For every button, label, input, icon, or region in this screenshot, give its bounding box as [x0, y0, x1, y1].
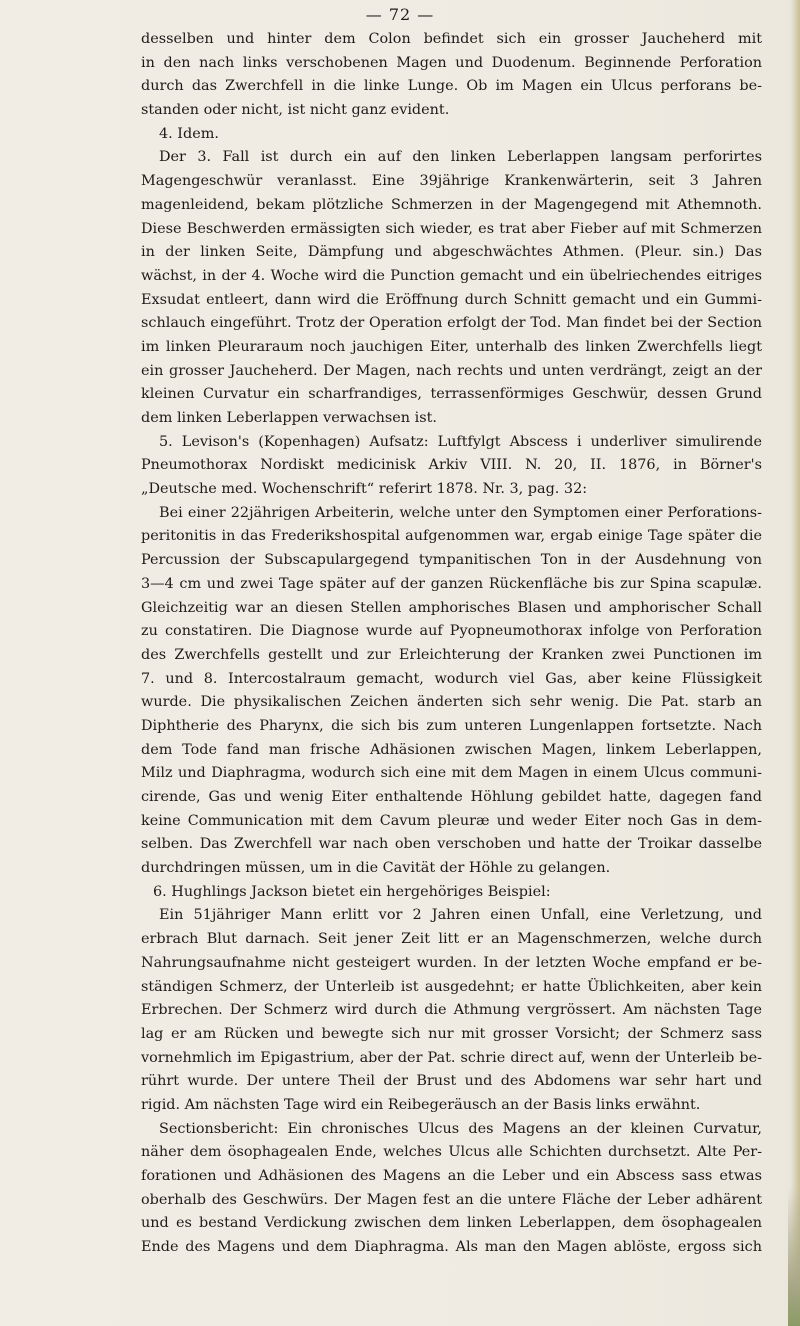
text-line: Percussion der Subscapulargegend tympanitischen Ton in der Ausdehnung von	[141, 552, 762, 569]
text-line: im linken Pleuraraum noch jauchigen Eiter, unterhalb des linken Zwerchfells liegt	[141, 338, 762, 355]
text-line: forationen und Adhäsionen des Magens an die Leber und ein Abscess sass etwas	[141, 1168, 762, 1184]
text-line: durch das Zwerchfell in die linke Lunge. Ob im Magen ein Ulcus perforans be-	[141, 78, 762, 95]
text-line: Milz und Diaphragma, wodurch sich eine mit dem Magen in einem Ulcus communi-	[141, 765, 762, 782]
text-line: rigid. Am nächsten Tage wird ein Reibegeräusch an der Basis links erwähnt.	[141, 1096, 701, 1113]
text-line: standen oder nicht, ist nicht ganz evident.	[141, 102, 450, 119]
text-line: Exsudat entleert, dann wird die Eröffnung durch Schnitt gemacht und ein Gummi-	[141, 291, 762, 308]
text-line: oberhalb des Geschwürs. Der Magen fest an die untere Fläche der Leber adhärent	[141, 1191, 762, 1208]
text-line: Diese Beschwerden ermässigten sich wieder, es trat aber Fieber auf mit Schmerzen	[141, 220, 762, 237]
text-line: in der linken Seite, Dämpfung und abgeschwächtes Athmen. (Pleur. sin.) Das	[141, 244, 762, 261]
text-line: ständigen Schmerz, der Unterleib ist ausgedehnt; er hatte Üblichkeiten, aber kein	[141, 978, 762, 995]
text-line: desselben und hinter dem Colon befindet sich ein grosser Jaucheherd mit	[141, 31, 762, 47]
page-spine-shadow	[790, 0, 800, 1326]
text-line: 4. Idem.	[159, 125, 219, 142]
text-line: kleinen Curvatur ein scharfrandiges, terrassenförmiges Geschwür, dessen Grund	[141, 386, 762, 403]
text-line: 5. Levison's (Kopenhagen) Aufsatz: Luftfylgt Abscess i underliver simulirende	[159, 433, 762, 450]
text-line: Magengeschwür veranlasst. Eine 39jährige Krankenwärterin, seit 3 Jahren	[141, 173, 762, 190]
text-line: keine Communication mit dem Cavum pleuræ und weder Eiter noch Gas in dem-	[141, 812, 762, 829]
text-line: durchdringen müssen, um in die Cavität der Höhle zu gelangen.	[141, 860, 611, 877]
text-line: des Zwerchfells gestellt und zur Erleichterung der Kranken zwei Punctionen im	[141, 646, 762, 663]
text-line: schlauch eingeführt. Trotz der Operation erfolgt der Tod. Man findet bei der Section	[141, 315, 762, 332]
text-line: lag er am Rücken und bewegte sich nur mit grosser Vorsicht; der Schmerz sass	[141, 1025, 762, 1042]
text-line: wurde. Die physikalischen Zeichen änderten sich sehr wenig. Die Pat. starb an	[141, 694, 762, 711]
page-number: — 72 —	[365, 5, 435, 24]
text-line: wächst, in der 4. Woche wird die Punction gemacht und ein übelriechendes eitriges	[141, 267, 762, 284]
text-line: vornehmlich im Epigastrium, aber der Pat. schrie direct auf, wenn der Unterleib be-	[141, 1049, 762, 1066]
text-line: peritonitis in das Frederikshospital aufgenommen war, ergab einige Tage später die	[141, 528, 762, 545]
text-line: Pneumothorax Nordiskt medicinisk Arkiv VIII. N. 20, II. 1876, in Börner's	[141, 457, 762, 474]
text-line: Erbrechen. Der Schmerz wird durch die Athmung vergrössert. Am nächsten Tage	[141, 1002, 762, 1019]
text-line: dem linken Leberlappen verwachsen ist.	[141, 410, 437, 426]
text-line: Ein 51jähriger Mann erlitt vor 2 Jahren einen Unfall, eine Verletzung, und	[159, 907, 762, 924]
text-line: näher dem ösophagealen Ende, welches Ulcus alle Schichten durchsetzt. Alte Per-	[141, 1144, 762, 1161]
text-line: rührt wurde. Der untere Theil der Brust und des Abdomens war sehr hart und	[141, 1073, 762, 1090]
page-edge-stain	[788, 1186, 800, 1326]
body-text	[141, 28, 762, 1260]
text-line: Bei einer 22jährigen Arbeiterin, welche unter den Symptomen einer Perforations-	[159, 504, 762, 521]
text-line: cirende, Gas und wenig Eiter enthaltende Höhlung gebildet hatte, dagegen fand	[141, 789, 762, 805]
text-line: Diphtherie des Pharynx, die sich bis zum unteren Lungenlappen fortsetzte. Nach	[141, 717, 762, 734]
text-line: selben. Das Zwerchfell war nach oben verschoben und hatte der Troikar dasselbe	[141, 836, 762, 853]
text-line: ein grosser Jaucheherd. Der Magen, nach rechts und unten verdrängt, zeigt an der	[141, 362, 762, 379]
text-line: dem Tode fand man frische Adhäsionen zwischen Magen, linkem Leberlappen,	[141, 741, 762, 758]
text-line: Sectionsbericht: Ein chronisches Ulcus des Magens an der kleinen Curvatur,	[159, 1120, 762, 1137]
text-line: und es bestand Verdickung zwischen dem linken Leberlappen, dem ösophagealen	[141, 1215, 762, 1232]
text-line: 6. Hughlings Jackson bietet ein hergehöriges Beispiel:	[153, 883, 551, 900]
text-line: in den nach links verschobenen Magen und Duodenum. Beginnende Perforation	[141, 54, 762, 71]
text-line: zu constatiren. Die Diagnose wurde auf Pyopneumothorax infolge von Perforation	[141, 623, 762, 640]
text-line: „Deutsche med. Wochenschrift“ referirt 1878. Nr. 3, pag. 32:	[141, 481, 588, 498]
text-line: 7. und 8. Intercostalraum gemacht, wodurch viel Gas, aber keine Flüssigkeit	[141, 670, 762, 687]
text-line: magenleidend, bekam plötzliche Schmerzen in der Magengegend mit Athemnoth.	[141, 196, 762, 213]
text-line: Der 3. Fall ist durch ein auf den linken Leberlappen langsam perforirtes	[159, 149, 762, 166]
text-line: Gleichzeitig war an diesen Stellen amphorisches Blasen und amphorischer Schall	[141, 599, 762, 616]
text-line: Ende des Magens und dem Diaphragma. Als man den Magen ablöste, ergoss sich	[141, 1239, 762, 1256]
text-line: erbrach Blut darnach. Seit jener Zeit litt er an Magenschmerzen, welche durch	[141, 931, 762, 948]
text-line: 3—4 cm und zwei Tage später auf der ganzen Rückenfläche bis zur Spina scapulæ.	[141, 575, 762, 592]
text-line: Nahrungsaufnahme nicht gesteigert wurden. In der letzten Woche empfand er be-	[141, 954, 762, 971]
